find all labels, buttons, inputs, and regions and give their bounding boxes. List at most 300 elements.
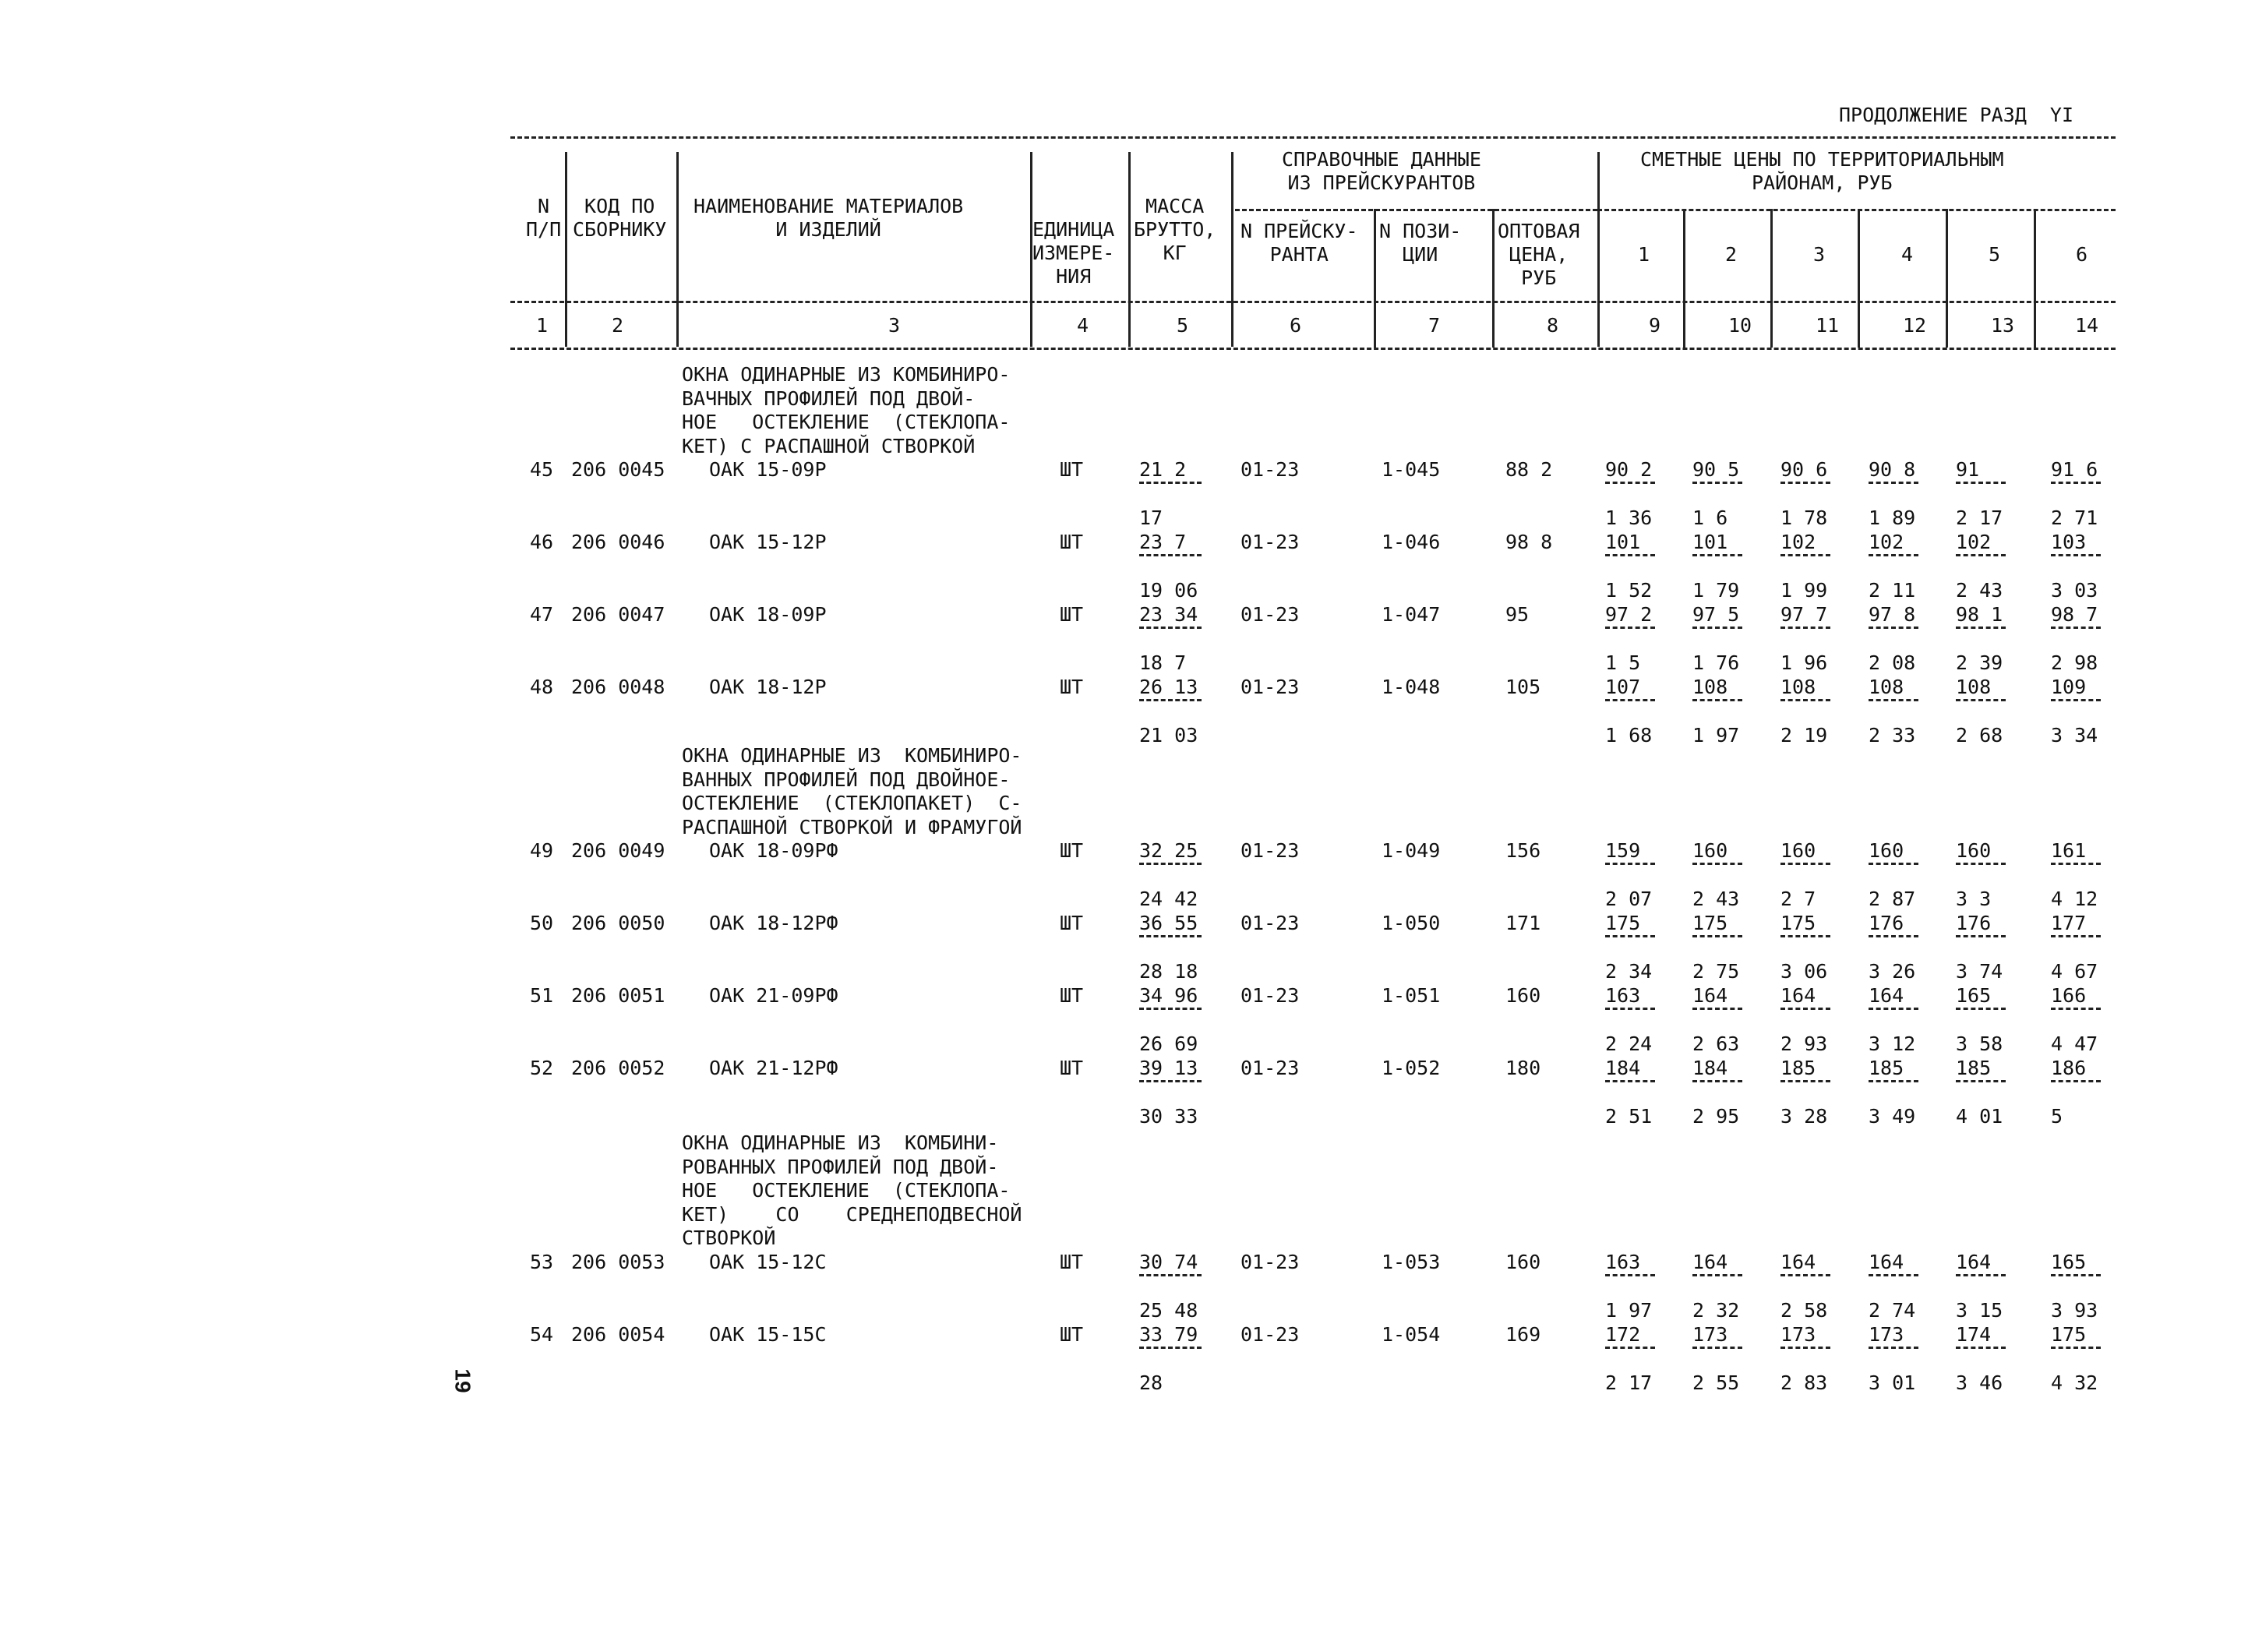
header-region-4: 4 (1901, 243, 1914, 266)
row-price-region-4: 185 (1869, 1057, 1904, 1079)
column-divider (1231, 152, 1233, 347)
row-price2-region-2: 1 6 (1692, 507, 1728, 529)
row-price-list: 01-23 (1240, 912, 1300, 934)
row-price2-region-1: 1 36 (1605, 507, 1653, 529)
row-unit: ШТ (1060, 531, 1084, 553)
row-price-region-1: 163 (1605, 984, 1641, 1007)
row-number: 49 (530, 839, 554, 862)
row-price2-region-1: 2 34 (1605, 960, 1653, 983)
row-number: 46 (530, 531, 554, 553)
row-price2-region-5: 4 01 (1956, 1105, 2003, 1128)
row-price2-region-2: 2 63 (1692, 1032, 1740, 1055)
row-price-region-5: 108 (1956, 676, 1992, 698)
row-price-divider (1780, 1008, 1830, 1010)
row-price-region-1: 90 2 (1605, 458, 1653, 481)
row-price-region-1: 101 (1605, 531, 1641, 553)
row-price-divider (1869, 554, 1918, 556)
row-code: 206 0047 (571, 603, 665, 626)
column-divider (2034, 209, 2036, 348)
row-price2-region-6: 3 03 (2051, 579, 2098, 602)
row-unit: ШТ (1060, 1250, 1084, 1273)
row-price2-region-6: 3 93 (2051, 1298, 2098, 1322)
row-price-region-6: 91 6 (2051, 458, 2098, 481)
row-price2-region-4: 1 89 (1869, 507, 1916, 529)
row-price-divider (1780, 482, 1830, 484)
row-name: ОАК 21-12РФ (709, 1057, 838, 1079)
row-price-divider (1956, 482, 2006, 484)
row-price-divider (1692, 627, 1742, 629)
row-price-list: 01-23 (1240, 603, 1300, 626)
row-price-divider (1956, 699, 2006, 701)
header-top-rule (510, 136, 2116, 139)
row-price-region-1: 159 (1605, 839, 1641, 862)
row-price-divider (1956, 1008, 2006, 1010)
row-price-divider (1869, 863, 1918, 865)
row-price2-region-4: 3 12 (1869, 1032, 1916, 1055)
row-price-divider (1780, 627, 1830, 629)
row-price2-region-1: 1 52 (1605, 579, 1653, 602)
section-title: ПРОДОЛЖЕНИЕ РАЗД YI (1839, 104, 2074, 126)
row-price-region-2: 160 (1692, 839, 1728, 862)
page-number: 19 (450, 1368, 475, 1393)
row-wholesale: 156 (1505, 839, 1541, 862)
row-price2-region-6: 3 34 (2051, 724, 2098, 747)
row-price-divider (2051, 1274, 2101, 1276)
row-mass-net: 19 06 (1139, 579, 1198, 602)
row-price-region-2: 184 (1692, 1057, 1728, 1079)
row-price-region-5: 185 (1956, 1057, 1992, 1079)
row-price-divider (1692, 1008, 1742, 1010)
column-number-3: 3 (888, 314, 901, 337)
row-price2-region-2: 2 95 (1692, 1105, 1740, 1128)
header-col-position: N ПОЗИ- ЦИИ (1379, 220, 1462, 266)
row-price-divider (1780, 935, 1830, 937)
row-price-region-6: 165 (2051, 1250, 2087, 1273)
column-number-4: 4 (1077, 314, 1089, 337)
row-mass-net: 25 48 (1139, 1298, 1198, 1322)
row-position: 1-054 (1382, 1322, 1441, 1346)
row-mass-net: 28 18 (1139, 960, 1198, 983)
row-price-divider (1692, 1274, 1742, 1276)
header-region-3: 3 (1813, 243, 1826, 266)
row-price-region-6: 166 (2051, 984, 2087, 1007)
row-price-divider (1869, 935, 1918, 937)
column-number-6: 6 (1290, 314, 1302, 337)
row-price-divider (1605, 1008, 1655, 1010)
row-price2-region-2: 1 76 (1692, 651, 1740, 674)
row-price2-region-6: 4 47 (2051, 1032, 2098, 1055)
row-price2-region-5: 3 15 (1956, 1298, 2003, 1322)
row-price2-region-5: 2 43 (1956, 579, 2003, 602)
row-wholesale: 105 (1505, 676, 1541, 698)
row-code: 206 0049 (571, 839, 665, 862)
row-mass-divider (1139, 1008, 1202, 1010)
row-price2-region-4: 3 26 (1869, 960, 1916, 983)
row-wholesale: 160 (1505, 984, 1541, 1007)
row-price-region-2: 97 5 (1692, 603, 1740, 626)
row-price2-region-3: 2 7 (1780, 888, 1816, 910)
row-code: 206 0054 (571, 1322, 665, 1346)
row-code: 206 0048 (571, 676, 665, 698)
row-position: 1-049 (1382, 839, 1441, 862)
row-price2-region-2: 2 55 (1692, 1371, 1740, 1394)
row-price2-region-5: 2 39 (1956, 651, 2003, 674)
row-price-divider (1869, 1080, 1918, 1082)
row-price-region-2: 90 5 (1692, 458, 1740, 481)
row-price2-region-4: 2 08 (1869, 651, 1916, 674)
row-price2-region-4: 3 01 (1869, 1371, 1916, 1394)
row-price-region-2: 164 (1692, 984, 1728, 1007)
row-price2-region-6: 4 67 (2051, 960, 2098, 983)
row-number: 47 (530, 603, 554, 626)
row-price-list: 01-23 (1240, 984, 1300, 1007)
row-price2-region-3: 3 28 (1780, 1105, 1828, 1128)
row-price2-region-2: 2 43 (1692, 888, 1740, 910)
row-price-divider (1692, 699, 1742, 701)
row-mass: 23 34 (1139, 603, 1198, 626)
row-number: 45 (530, 458, 554, 481)
row-price-region-1: 97 2 (1605, 603, 1653, 626)
row-price2-region-1: 2 24 (1605, 1032, 1653, 1055)
row-price-region-3: 173 (1780, 1322, 1816, 1346)
row-price2-region-2: 2 32 (1692, 1298, 1740, 1322)
row-price-region-3: 185 (1780, 1057, 1816, 1079)
row-price-divider (2051, 863, 2101, 865)
row-price-divider (1780, 1347, 1830, 1349)
row-price-region-4: 160 (1869, 839, 1904, 862)
row-price-region-5: 164 (1956, 1250, 1992, 1273)
row-price-divider (1956, 863, 2006, 865)
row-price-region-6: 98 7 (2051, 603, 2098, 626)
row-mass: 32 25 (1139, 839, 1198, 862)
row-price-divider (2051, 935, 2101, 937)
column-number-12: 12 (1903, 314, 1927, 337)
row-position: 1-045 (1382, 458, 1441, 481)
column-divider (1858, 209, 1860, 348)
row-price-region-4: 102 (1869, 531, 1904, 553)
row-price-region-3: 160 (1780, 839, 1816, 862)
row-price2-region-5: 3 58 (1956, 1032, 2003, 1055)
row-mass-divider (1139, 554, 1202, 556)
row-price-divider (2051, 554, 2101, 556)
column-divider (1683, 209, 1685, 348)
row-unit: ШТ (1060, 603, 1084, 626)
row-price2-region-5: 2 68 (1956, 724, 2003, 747)
header-col-price-list: N ПРЕЙСКУ- РАНТА (1240, 220, 1358, 266)
header-price-group: СМЕТНЫЕ ЦЕНЫ ПО ТЕРРИТОРИАЛЬНЫМ РАЙОНАМ, РУБ (1640, 148, 2004, 194)
row-mass-net: 21 03 (1139, 724, 1198, 747)
header-col-name: НАИМЕНОВАНИЕ МАТЕРИАЛОВ И ИЗДЕЛИЙ (693, 195, 964, 241)
row-price-region-6: 175 (2051, 1322, 2087, 1346)
row-mass: 36 55 (1139, 912, 1198, 934)
row-price2-region-1: 1 68 (1605, 724, 1653, 747)
row-number: 53 (530, 1250, 554, 1273)
row-price2-region-5: 3 3 (1956, 888, 1992, 910)
row-mass: 34 96 (1139, 984, 1198, 1007)
column-divider (565, 152, 567, 347)
row-mass-net: 28 (1139, 1371, 1163, 1394)
row-unit: ШТ (1060, 839, 1084, 862)
row-position: 1-047 (1382, 603, 1441, 626)
header-col-wholesale: ОПТОВАЯ ЦЕНА, РУБ (1498, 220, 1580, 289)
row-price-divider (1605, 863, 1655, 865)
row-price-region-6: 161 (2051, 839, 2087, 862)
row-price-region-3: 164 (1780, 984, 1816, 1007)
row-price-region-3: 175 (1780, 912, 1816, 934)
row-price-region-5: 102 (1956, 531, 1992, 553)
header-region-2: 2 (1725, 243, 1738, 266)
row-price2-region-1: 2 17 (1605, 1371, 1653, 1394)
row-price-divider (1605, 554, 1655, 556)
row-price-list: 01-23 (1240, 531, 1300, 553)
row-wholesale: 98 8 (1505, 531, 1553, 553)
row-price-list: 01-23 (1240, 458, 1300, 481)
row-price2-region-5: 3 74 (1956, 960, 2003, 983)
row-code: 206 0050 (571, 912, 665, 934)
row-price-divider (1692, 863, 1742, 865)
row-number: 50 (530, 912, 554, 934)
row-price-region-3: 90 6 (1780, 458, 1828, 481)
row-price-region-2: 164 (1692, 1250, 1728, 1273)
column-divider (1128, 152, 1131, 347)
header-ref-group: СПРАВОЧНЫЕ ДАННЫЕ ИЗ ПРЕЙСКУРАНТОВ (1282, 148, 1481, 194)
column-number-1: 1 (536, 314, 549, 337)
column-divider (1597, 152, 1600, 347)
row-price-region-3: 108 (1780, 676, 1816, 698)
row-unit: ШТ (1060, 458, 1084, 481)
row-position: 1-046 (1382, 531, 1441, 553)
row-price-region-1: 163 (1605, 1250, 1641, 1273)
header-col-unit: ЕДИНИЦА ИЗМЕРЕ- НИЯ (1032, 218, 1115, 288)
row-price-divider (2051, 699, 2101, 701)
row-price2-region-3: 2 19 (1780, 724, 1828, 747)
row-price-region-1: 184 (1605, 1057, 1641, 1079)
row-price-list: 01-23 (1240, 839, 1300, 862)
row-mass-divider (1139, 935, 1202, 937)
row-price2-region-1: 1 97 (1605, 1298, 1653, 1322)
row-price-divider (1692, 1347, 1742, 1349)
row-code: 206 0051 (571, 984, 665, 1007)
column-number-11: 11 (1816, 314, 1840, 337)
row-price-region-2: 175 (1692, 912, 1728, 934)
row-name: ОАК 15-12Р (709, 531, 827, 553)
row-wholesale: 180 (1505, 1057, 1541, 1079)
row-price-divider (1780, 554, 1830, 556)
row-number: 48 (530, 676, 554, 698)
row-price-region-2: 108 (1692, 676, 1728, 698)
row-name: ОАК 18-12РФ (709, 912, 838, 934)
row-mass-divider (1139, 1080, 1202, 1082)
row-mass-divider (1139, 1347, 1202, 1349)
row-price-region-1: 172 (1605, 1322, 1641, 1346)
row-price-divider (1869, 1347, 1918, 1349)
row-price-region-4: 164 (1869, 984, 1904, 1007)
row-price-divider (1956, 1347, 2006, 1349)
column-number-10: 10 (1728, 314, 1752, 337)
row-price2-region-1: 2 51 (1605, 1105, 1653, 1128)
row-code: 206 0046 (571, 531, 665, 553)
row-price2-region-4: 2 87 (1869, 888, 1916, 910)
row-price-divider (1869, 482, 1918, 484)
row-price-region-5: 98 1 (1956, 603, 2003, 626)
row-price2-region-3: 1 96 (1780, 651, 1828, 674)
row-price2-region-6: 4 32 (2051, 1371, 2098, 1394)
row-price-region-6: 103 (2051, 531, 2087, 553)
row-position: 1-053 (1382, 1250, 1441, 1273)
row-price-region-6: 186 (2051, 1057, 2087, 1079)
row-unit: ШТ (1060, 1057, 1084, 1079)
row-code: 206 0045 (571, 458, 665, 481)
row-price2-region-3: 2 93 (1780, 1032, 1828, 1055)
row-price2-region-3: 2 58 (1780, 1298, 1828, 1322)
row-price-divider (1869, 1008, 1918, 1010)
row-position: 1-050 (1382, 912, 1441, 934)
row-price2-region-4: 2 74 (1869, 1298, 1916, 1322)
row-name: ОАК 15-09Р (709, 458, 827, 481)
row-price-region-4: 176 (1869, 912, 1904, 934)
row-price-region-5: 176 (1956, 912, 1992, 934)
row-unit: ШТ (1060, 676, 1084, 698)
row-price-region-5: 165 (1956, 984, 1992, 1007)
row-price-divider (1605, 482, 1655, 484)
row-price2-region-2: 1 97 (1692, 724, 1740, 747)
row-price-divider (2051, 1347, 2101, 1349)
row-price-region-1: 107 (1605, 676, 1641, 698)
group-title: ОКНА ОДИНАРНЫЕ ИЗ КОМБИНИРО- ВАННЫХ ПРОФИЛЕЙ ПОД ДВОЙНОЕ- ОСТЕКЛЕНИЕ (СТЕКЛОПАКЕТ) С- РАСПАШНОЙ СТВОРКОЙ И ФРАМУГОЙ (682, 744, 1022, 838)
row-price2-region-5: 2 17 (1956, 507, 2003, 529)
row-price-divider (2051, 627, 2101, 629)
row-price-list: 01-23 (1240, 1057, 1300, 1079)
row-mass-net: 18 7 (1139, 651, 1187, 674)
header-region-5: 5 (1989, 243, 2001, 266)
row-price2-region-3: 1 78 (1780, 507, 1828, 529)
header-mid-rule (510, 301, 2116, 303)
row-price-region-6: 109 (2051, 676, 2087, 698)
row-price-divider (1692, 935, 1742, 937)
row-mass-divider (1139, 627, 1202, 629)
row-wholesale: 160 (1505, 1250, 1541, 1273)
header-sub-rule-prices (1597, 209, 2116, 211)
group-title: ОКНА ОДИНАРНЫЕ ИЗ КОМБИНИ- РОВАННЫХ ПРОФИЛЕЙ ПОД ДВОЙ- НОЕ ОСТЕКЛЕНИЕ (СТЕКЛОПА- КЕТ) СО СРЕДНЕПОДВЕСНОЙ СТВОРКОЙ (682, 1131, 1022, 1249)
row-unit: ШТ (1060, 912, 1084, 934)
row-mass: 21 2 (1139, 458, 1187, 481)
row-price-divider (2051, 1080, 2101, 1082)
row-mass: 33 79 (1139, 1322, 1198, 1346)
row-wholesale: 88 2 (1505, 458, 1553, 481)
row-price2-region-4: 2 33 (1869, 724, 1916, 747)
row-price-divider (1956, 554, 2006, 556)
row-mass: 23 7 (1139, 531, 1187, 553)
row-price2-region-6: 2 71 (2051, 507, 2098, 529)
row-mass-net: 30 33 (1139, 1105, 1198, 1128)
row-price-divider (2051, 482, 2101, 484)
column-divider (1030, 152, 1032, 347)
row-price-region-4: 173 (1869, 1322, 1904, 1346)
row-price2-region-3: 1 99 (1780, 579, 1828, 602)
column-divider (1374, 209, 1376, 348)
row-mass-net: 17 (1139, 507, 1163, 529)
row-price-divider (1605, 1080, 1655, 1082)
row-price-region-4: 97 8 (1869, 603, 1916, 626)
row-price-region-5: 91 (1956, 458, 1980, 481)
row-price-list: 01-23 (1240, 1322, 1300, 1346)
column-number-14: 14 (2075, 314, 2099, 337)
row-price-divider (1956, 935, 2006, 937)
row-price-list: 01-23 (1240, 1250, 1300, 1273)
row-price-divider (1692, 554, 1742, 556)
column-number-13: 13 (1991, 314, 2015, 337)
row-price2-region-1: 1 5 (1605, 651, 1641, 674)
row-name: ОАК 18-12Р (709, 676, 827, 698)
row-number: 51 (530, 984, 554, 1007)
row-position: 1-051 (1382, 984, 1441, 1007)
row-wholesale: 95 (1505, 603, 1530, 626)
header-region-1: 1 (1638, 243, 1650, 266)
row-price-region-4: 108 (1869, 676, 1904, 698)
row-price2-region-6: 5 (2051, 1105, 2063, 1128)
row-number: 54 (530, 1322, 554, 1346)
column-number-8: 8 (1547, 314, 1559, 337)
row-price-divider (1780, 1080, 1830, 1082)
header-col-n: N П/П (526, 195, 562, 241)
column-divider (676, 152, 679, 347)
column-divider (1492, 209, 1495, 348)
row-price-divider (1780, 863, 1830, 865)
column-number-7: 7 (1428, 314, 1441, 337)
row-price-list: 01-23 (1240, 676, 1300, 698)
row-price-divider (1605, 699, 1655, 701)
row-price-divider (1605, 1347, 1655, 1349)
row-price-divider (2051, 1008, 2101, 1010)
column-divider (1946, 209, 1948, 348)
row-price-region-3: 164 (1780, 1250, 1816, 1273)
row-price2-region-6: 4 12 (2051, 888, 2098, 910)
header-col-mass: МАССА БРУТТО, КГ (1134, 195, 1216, 264)
row-price2-region-4: 2 11 (1869, 579, 1916, 602)
column-number-2: 2 (612, 314, 624, 337)
row-price2-region-3: 3 06 (1780, 960, 1828, 983)
row-price2-region-2: 1 79 (1692, 579, 1740, 602)
row-price-divider (1692, 482, 1742, 484)
row-price-region-4: 90 8 (1869, 458, 1916, 481)
row-price-divider (1956, 1274, 2006, 1276)
column-divider (1770, 209, 1773, 348)
header-region-6: 6 (2076, 243, 2088, 266)
row-price-divider (1780, 1274, 1830, 1276)
row-price-divider (1869, 627, 1918, 629)
column-number-5: 5 (1177, 314, 1189, 337)
row-position: 1-052 (1382, 1057, 1441, 1079)
row-wholesale: 169 (1505, 1322, 1541, 1346)
row-price-divider (1692, 1080, 1742, 1082)
row-price-divider (1605, 627, 1655, 629)
row-name: ОАК 18-09Р (709, 603, 827, 626)
row-price2-region-6: 2 98 (2051, 651, 2098, 674)
row-price-region-4: 164 (1869, 1250, 1904, 1273)
header-bottom-rule (510, 348, 2116, 350)
column-number-9: 9 (1649, 314, 1661, 337)
row-unit: ШТ (1060, 984, 1084, 1007)
row-price2-region-1: 2 07 (1605, 888, 1653, 910)
row-code: 206 0052 (571, 1057, 665, 1079)
row-mass: 39 13 (1139, 1057, 1198, 1079)
row-price-divider (1956, 627, 2006, 629)
row-name: ОАК 15-12С (709, 1250, 827, 1273)
row-price-divider (1605, 1274, 1655, 1276)
row-price2-region-5: 3 46 (1956, 1371, 2003, 1394)
row-price-region-5: 160 (1956, 839, 1992, 862)
row-mass-divider (1139, 482, 1202, 484)
